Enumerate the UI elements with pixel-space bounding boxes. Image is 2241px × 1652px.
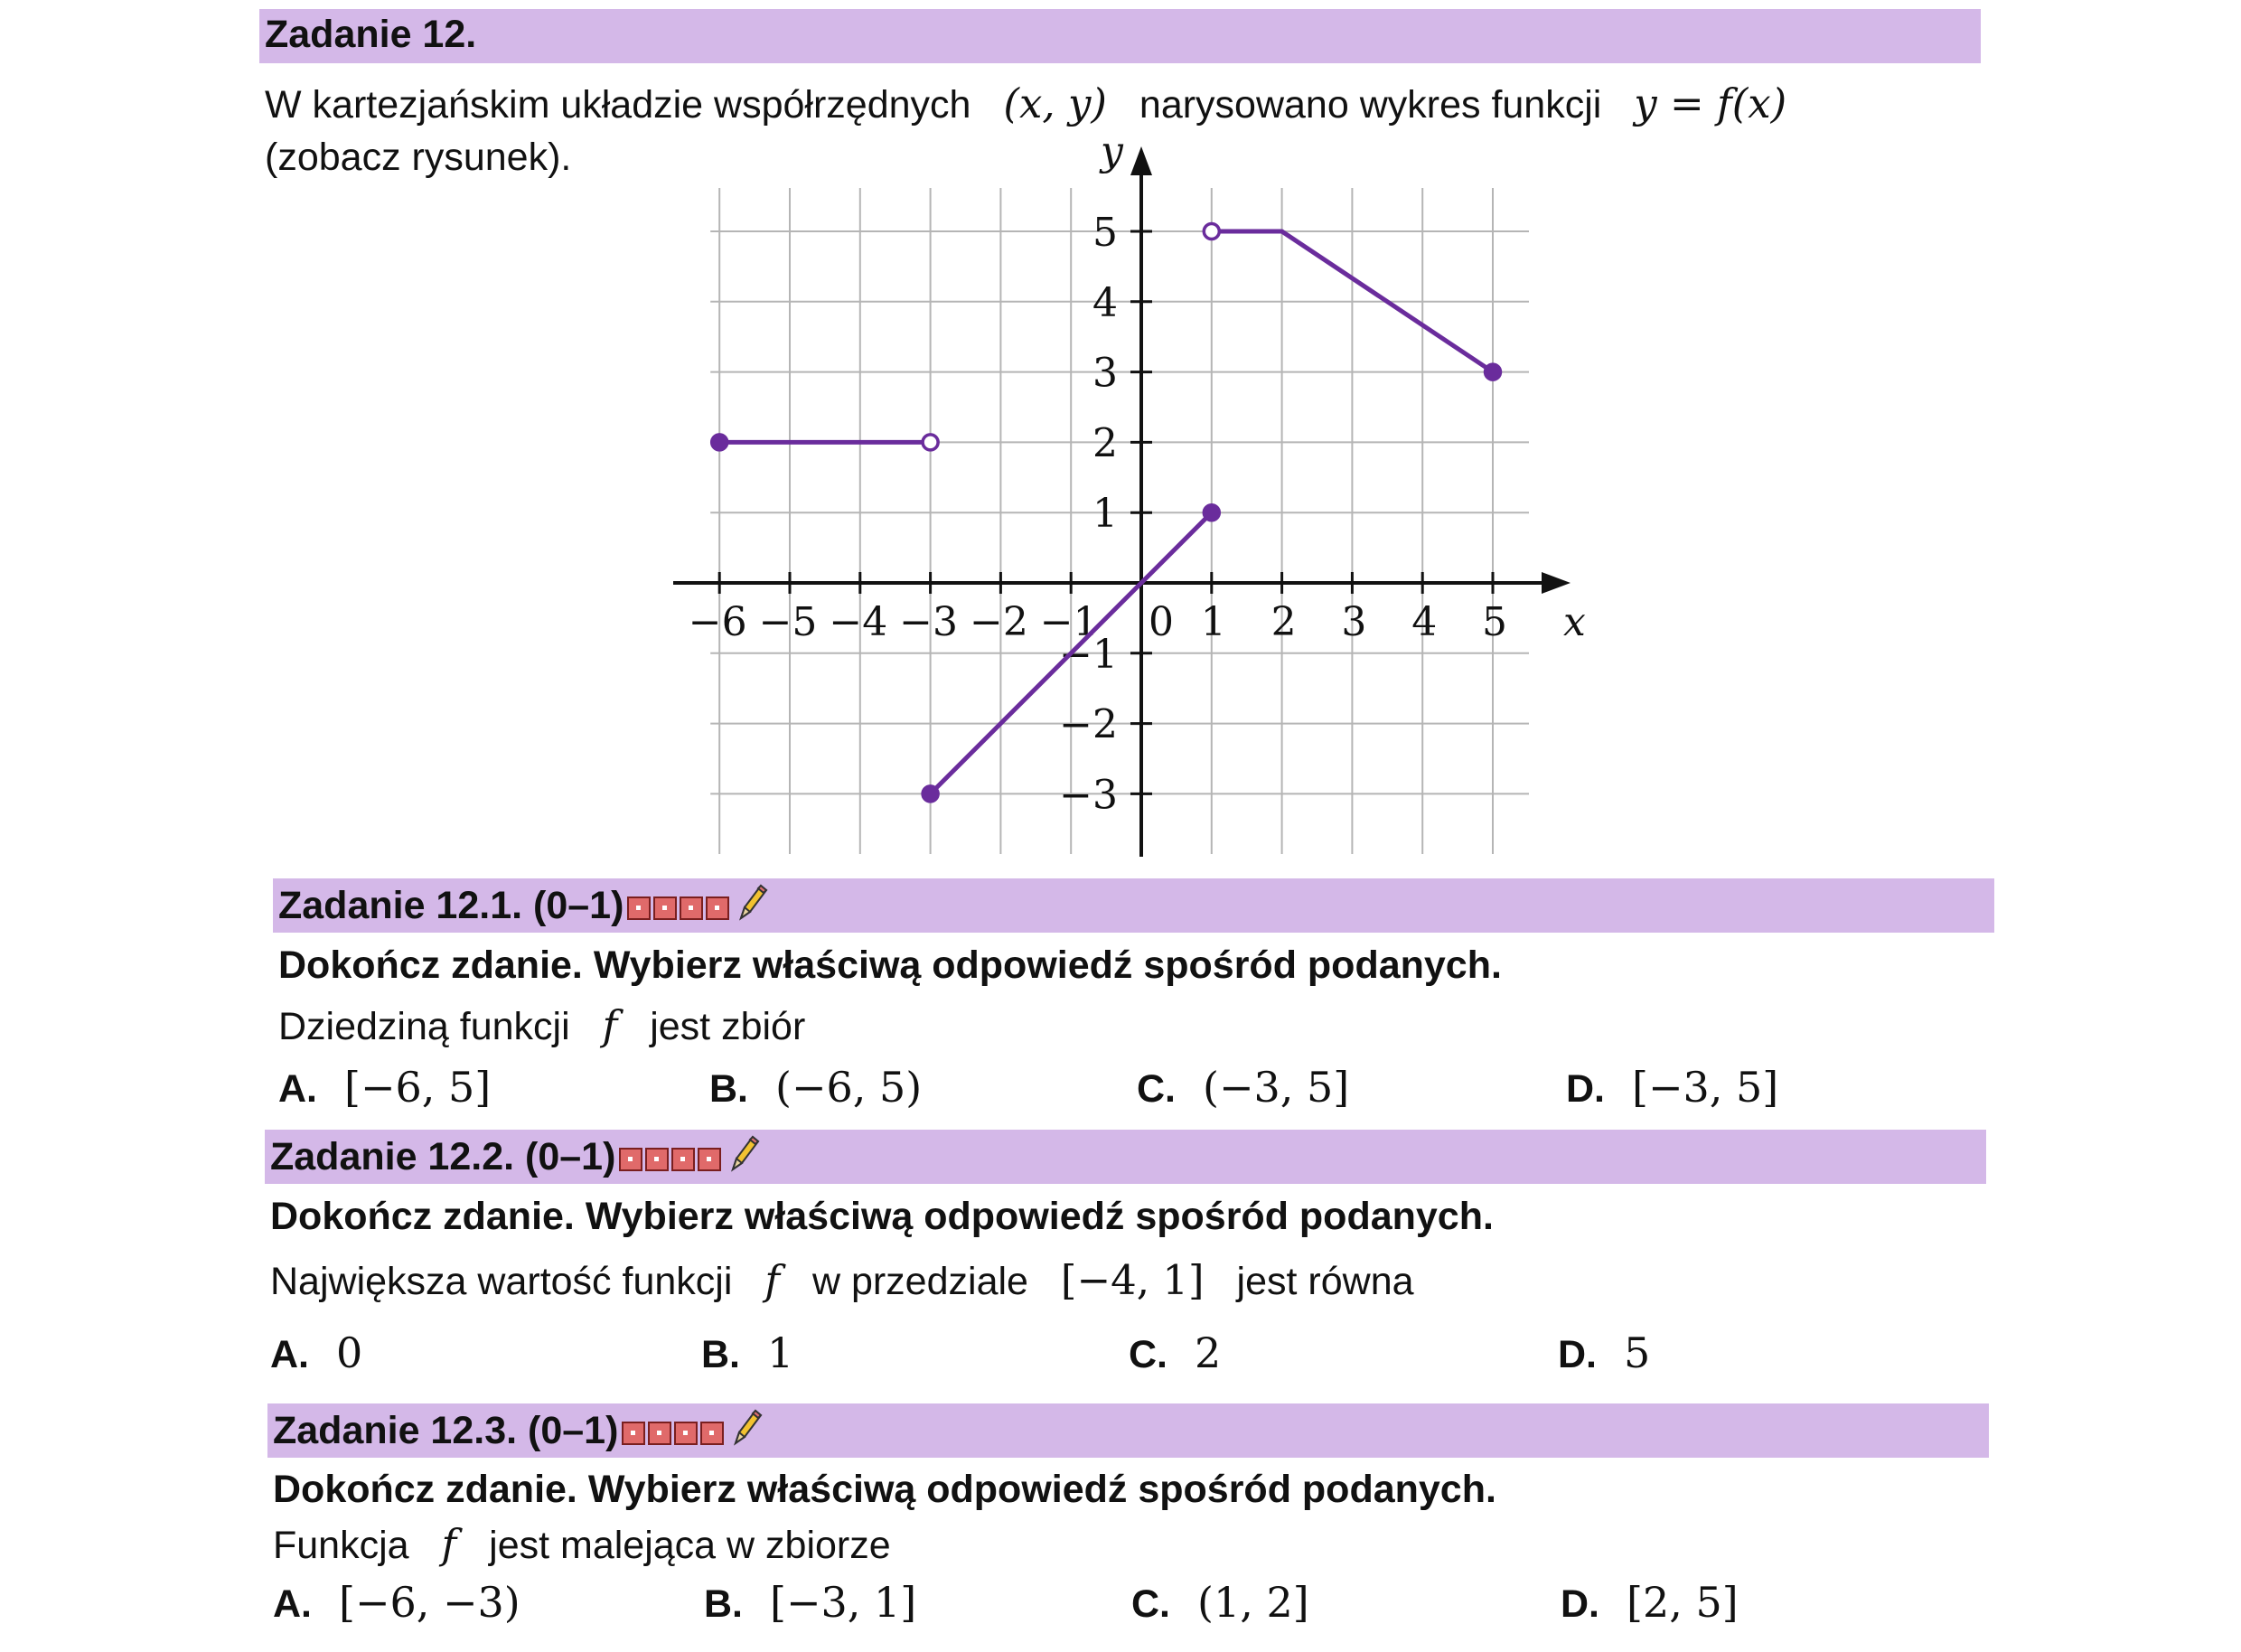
task-title: Zadanie 12. <box>265 13 477 56</box>
option-label: C. <box>1137 1067 1176 1111</box>
option-label: D. <box>1561 1582 1599 1626</box>
option-value: (−3, 5] <box>1203 1063 1350 1112</box>
pencil-icon <box>736 882 768 934</box>
score-boxes <box>627 886 732 930</box>
option-c[interactable] <box>1131 1578 1309 1627</box>
option-value: 2 <box>1195 1328 1222 1377</box>
y-tick-label: 5 <box>1092 210 1118 256</box>
option-label: B. <box>701 1333 740 1376</box>
option-a[interactable] <box>278 1063 491 1112</box>
x-tick-label: 3 <box>1341 599 1367 645</box>
closed-endpoint <box>712 435 727 450</box>
closed-endpoint <box>1486 364 1501 380</box>
option-a[interactable] <box>273 1578 520 1627</box>
option-value: (1, 2] <box>1197 1578 1309 1627</box>
subtask-12-3-title <box>273 1407 763 1459</box>
y-tick-label: 4 <box>1092 279 1118 326</box>
q-text-1: Funkcja <box>273 1524 409 1567</box>
option-b[interactable] <box>709 1063 922 1112</box>
subtask-12-3-question <box>273 1520 891 1568</box>
q-math-interval: [−4, 1] <box>1060 1256 1205 1304</box>
option-value: 0 <box>336 1328 363 1377</box>
option-value: [−3, 5] <box>1632 1063 1779 1112</box>
score-boxes <box>619 1137 724 1181</box>
score-boxes <box>622 1411 727 1455</box>
option-label: D. <box>1558 1333 1597 1376</box>
option-value: (−6, 5) <box>775 1063 923 1112</box>
option-d[interactable] <box>1566 1063 1778 1112</box>
option-label: D. <box>1566 1067 1605 1111</box>
q-text-2: jest zbiór <box>650 1005 806 1048</box>
option-label: C. <box>1131 1582 1170 1626</box>
x-tick-label: −3 <box>899 599 959 645</box>
y-tick-label: 2 <box>1092 420 1118 467</box>
closed-endpoint <box>923 786 938 802</box>
option-label: B. <box>704 1582 743 1626</box>
y-tick-label: −3 <box>1059 772 1118 819</box>
open-endpoint <box>923 435 938 450</box>
intro-text-1: W kartezjańskim układzie współrzędnych <box>265 83 971 127</box>
x-tick-label: −2 <box>969 599 1028 645</box>
option-a[interactable] <box>270 1328 362 1377</box>
x-axis-arrow <box>1542 572 1571 594</box>
option-b[interactable] <box>704 1578 916 1627</box>
closed-endpoint <box>1204 505 1219 521</box>
intro-math-xy: (x, y) <box>1003 80 1107 127</box>
x-tick-label: 0 <box>1149 599 1174 645</box>
option-value: 1 <box>767 1328 794 1377</box>
option-value: 5 <box>1624 1328 1651 1377</box>
option-label: C. <box>1129 1333 1167 1376</box>
x-tick-label: 5 <box>1482 599 1507 645</box>
task-intro-line2: (zobacz rysunek). <box>265 136 572 179</box>
q-text-2: jest malejąca w zbiorze <box>489 1524 891 1567</box>
q-text-2: w przedziale <box>811 1260 1028 1303</box>
pencil-icon <box>730 1407 763 1459</box>
subtask-12-1-question <box>278 1001 805 1049</box>
option-d[interactable] <box>1561 1578 1739 1627</box>
subtask-12-2-title <box>270 1133 760 1185</box>
pencil-icon <box>727 1133 760 1185</box>
subtask-12-2-title-text: Zadanie 12.2. (0–1) <box>270 1134 616 1178</box>
q-math-f: f <box>441 1520 457 1568</box>
x-tick-label: −6 <box>688 599 747 645</box>
x-tick-label: 4 <box>1411 599 1438 645</box>
option-label: A. <box>270 1333 309 1376</box>
subtask-12-1-title <box>278 882 768 934</box>
subtask-12-1-instruction: Dokończ zdanie. Wybierz właściwą odpowiedź spośród podanych. <box>278 943 1502 987</box>
option-value: [−6, −3) <box>339 1578 520 1627</box>
q-text-1: Dziedziną funkcji <box>278 1005 570 1048</box>
option-value: [−6, 5] <box>344 1063 492 1112</box>
y-tick-label: −1 <box>1059 631 1118 678</box>
subtask-12-3-instruction: Dokończ zdanie. Wybierz właściwą odpowiedź spośród podanych. <box>273 1468 1496 1511</box>
option-value: [2, 5] <box>1627 1578 1739 1627</box>
y-tick-label: 3 <box>1092 350 1118 397</box>
x-axis-label: x <box>1563 599 1586 645</box>
x-tick-label: −4 <box>829 599 888 645</box>
y-axis-arrow <box>1130 146 1152 175</box>
y-tick-label: 1 <box>1092 491 1118 538</box>
x-tick-label: 2 <box>1271 599 1297 645</box>
option-value: [−3, 1] <box>770 1578 917 1627</box>
subtask-12-3-title-text: Zadanie 12.3. (0–1) <box>273 1408 619 1452</box>
option-c[interactable] <box>1137 1063 1349 1112</box>
q-math-f: f <box>602 1001 618 1049</box>
q-math-f: f <box>764 1256 780 1304</box>
q-text-3: jest równa <box>1236 1260 1414 1303</box>
q-text-1: Największa wartość funkcji <box>270 1260 733 1303</box>
subtask-12-2-question <box>270 1256 1414 1304</box>
y-tick-label: −2 <box>1059 701 1118 748</box>
option-label: A. <box>278 1067 317 1111</box>
open-endpoint <box>1204 224 1219 239</box>
x-tick-label: 1 <box>1200 599 1226 645</box>
subtask-12-1-title-text: Zadanie 12.1. (0–1) <box>278 883 624 927</box>
option-d[interactable] <box>1558 1328 1650 1377</box>
x-tick-label: −1 <box>1039 599 1099 645</box>
option-b[interactable] <box>701 1328 793 1377</box>
option-label: B. <box>709 1067 748 1111</box>
intro-text-2: narysowano wykres funkcji <box>1139 83 1602 127</box>
y-axis-label: y <box>1101 128 1123 174</box>
x-tick-label: −5 <box>758 599 818 645</box>
intro-math-function: y = f(x) <box>1634 80 1787 127</box>
subtask-12-2-instruction: Dokończ zdanie. Wybierz właściwą odpowiedź spośród podanych. <box>270 1195 1494 1238</box>
option-c[interactable] <box>1129 1328 1221 1377</box>
option-label: A. <box>273 1582 312 1626</box>
